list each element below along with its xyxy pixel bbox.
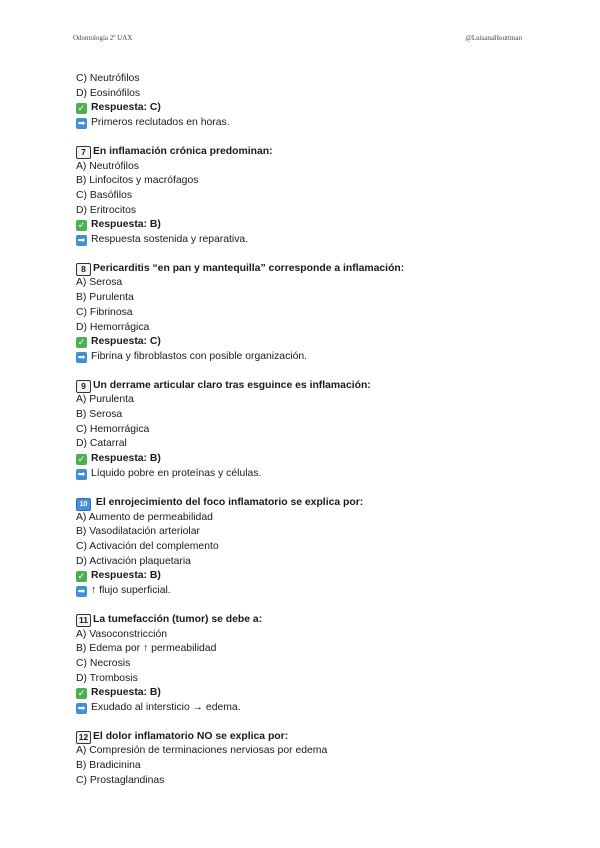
question-title xyxy=(76,379,546,394)
answer-line xyxy=(76,686,546,701)
arrow-right-icon: ➡ xyxy=(77,351,86,362)
check-icon: ✓ xyxy=(77,103,86,114)
question-text: Un derrame articular claro tras esguince es inflamación: xyxy=(93,379,371,391)
explanation-line xyxy=(76,701,546,716)
page-header xyxy=(73,34,522,48)
explanation-text: Primeros reclutados en horas. xyxy=(91,117,230,129)
question-text: Pericarditis “en pan y mantequilla” corresponde a inflamación: xyxy=(93,262,405,274)
option: C) Prostaglandinas xyxy=(76,774,165,786)
question-12 xyxy=(76,730,546,789)
explanation-text: Líquido pobre en proteínas y células. xyxy=(91,467,262,479)
check-icon: ✓ xyxy=(77,454,86,465)
option: A) Vasoconstricción xyxy=(76,628,168,640)
document-content xyxy=(76,72,546,789)
option: D) Eritrocitos xyxy=(76,204,137,216)
header-author: @LuisanaHouttman xyxy=(465,34,522,42)
option: B) Serosa xyxy=(76,409,123,421)
option: A) Serosa xyxy=(76,277,123,289)
arrow-right-icon: ➡ xyxy=(77,703,86,714)
number-badge-icon: 12 xyxy=(76,731,91,744)
explanation-line xyxy=(76,116,546,131)
question-continuation xyxy=(76,72,546,131)
option: B) Edema por ↑ permeabilidad xyxy=(76,643,217,655)
number-badge-icon: 11 xyxy=(76,614,91,627)
answer-line xyxy=(76,452,546,467)
arrow-right-icon: ➡ xyxy=(77,468,86,479)
option: D) Eosinófilos xyxy=(76,87,141,99)
answer-text: Respuesta: C) xyxy=(91,102,161,114)
option: B) Vasodilatación arteriolar xyxy=(76,526,200,538)
answer-text: Respuesta: B) xyxy=(91,570,161,582)
option: D) Activación plaquetaria xyxy=(76,555,191,567)
option: B) Bradicinina xyxy=(76,760,141,772)
question-10 xyxy=(76,496,546,599)
option: C) Neutrófilos xyxy=(76,73,140,84)
question-11 xyxy=(76,613,546,716)
explanation-line xyxy=(76,584,546,599)
check-icon: ✓ xyxy=(77,337,86,348)
question-title xyxy=(76,262,546,277)
option: C) Hemorrágica xyxy=(76,423,150,435)
question-text: El enrojecimiento del foco inflamatorio se explica por: xyxy=(95,496,364,508)
explanation-text: Exudado al intersticio → edema. xyxy=(91,702,241,714)
explanation-line xyxy=(76,350,546,365)
option: C) Activación del complemento xyxy=(76,540,219,552)
option: A) Compresión de terminaciones nerviosas por edema xyxy=(76,745,328,757)
question-8 xyxy=(76,262,546,365)
number-badge-icon: 9 xyxy=(76,380,91,393)
question-9 xyxy=(76,379,546,482)
option: A) Purulenta xyxy=(76,394,134,406)
explanation-line xyxy=(76,233,546,248)
question-title xyxy=(76,730,546,745)
option: D) Trombosis xyxy=(76,672,138,684)
option: B) Purulenta xyxy=(76,292,134,304)
answer-line xyxy=(76,569,546,584)
explanation-line xyxy=(76,467,546,482)
answer-line xyxy=(76,335,546,350)
option: D) Hemorrágica xyxy=(76,321,150,333)
answer-text: Respuesta: C) xyxy=(91,336,161,348)
question-text: En inflamación crónica predominan: xyxy=(93,145,273,157)
option: A) Aumento de permeabilidad xyxy=(76,511,213,523)
question-title xyxy=(76,496,546,511)
answer-text: Respuesta: B) xyxy=(91,453,161,465)
option: C) Necrosis xyxy=(76,657,131,669)
option: B) Linfocitos y macrófagos xyxy=(76,175,199,187)
option: C) Basófilos xyxy=(76,189,133,201)
answer-text: Respuesta: B) xyxy=(91,687,161,699)
question-title xyxy=(76,145,546,160)
option: D) Catarral xyxy=(76,438,127,450)
arrow-right-icon: ➡ xyxy=(77,118,86,129)
option: A) Neutrófilos xyxy=(76,160,139,172)
check-icon: ✓ xyxy=(77,688,86,699)
header-course: Odontología 2º UAX xyxy=(73,34,133,42)
check-icon: ✓ xyxy=(77,220,86,231)
explanation-text: Respuesta sostenida y reparativa. xyxy=(91,234,249,246)
question-7 xyxy=(76,145,546,248)
arrow-right-icon: ➡ xyxy=(77,235,86,246)
option: C) Fibrinosa xyxy=(76,306,133,318)
number-badge-icon: 7 xyxy=(76,146,91,159)
question-text: La tumefacción (tumor) se debe a: xyxy=(93,613,263,625)
answer-line xyxy=(76,101,546,116)
check-icon: ✓ xyxy=(77,571,86,582)
answer-text: Respuesta: B) xyxy=(91,219,161,231)
answer-line xyxy=(76,218,546,233)
question-text: El dolor inflamatorio NO se explica por: xyxy=(93,730,289,742)
arrow-right-icon: ➡ xyxy=(77,586,86,597)
number-badge-icon: 10 xyxy=(76,498,91,511)
explanation-text: Fibrina y fibroblastos con posible organización. xyxy=(91,350,308,362)
question-title xyxy=(76,613,546,628)
explanation-text: ↑ flujo superficial. xyxy=(91,585,171,597)
number-badge-icon: 8 xyxy=(76,263,91,276)
